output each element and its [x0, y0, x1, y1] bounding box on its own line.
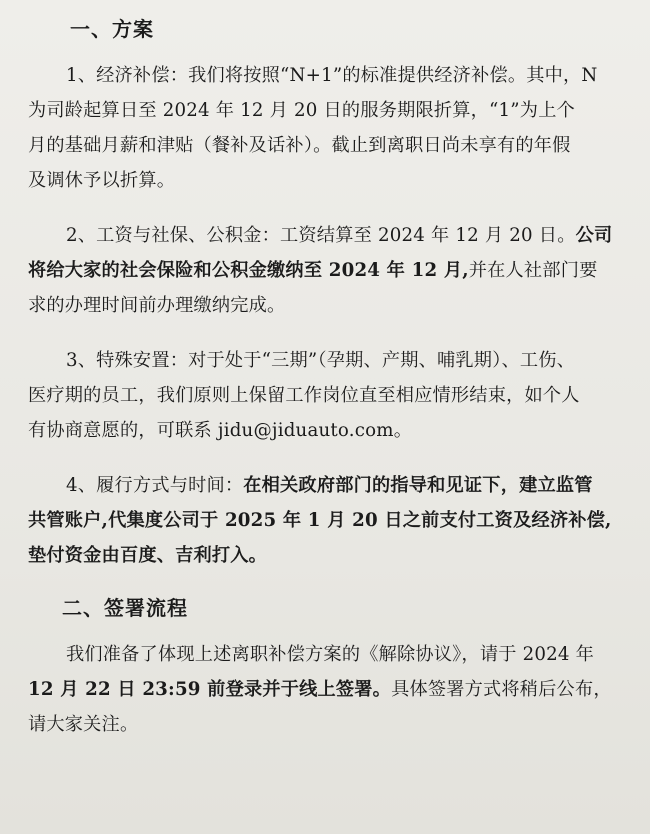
text-line: 有协商意愿的，可联系 jidu@jiduauto.com。	[28, 420, 413, 441]
text-segment-bold: 公司	[575, 225, 613, 246]
text-segment-bold: 将给大家的社会保险和公积金缴纳至 2024 年 12 月,	[28, 260, 469, 281]
text-segment-bold: 在相关政府部门的指导和见证下，建立监管	[243, 475, 593, 496]
text-line: 求的办理时间前办理缴纳完成。	[28, 295, 286, 316]
text-line: 及调休予以折算。	[28, 170, 176, 191]
text-line	[28, 253, 622, 288]
text-line: 我们准备了体现上述离职补偿方案的《解除协议》，请于 2024 年	[66, 644, 595, 665]
text-line: 3、特殊安置：对于处于“三期”（孕期、产期、哺乳期）、工伤、	[66, 350, 576, 371]
text-segment: 4、履行方式与时间：	[66, 475, 244, 496]
text-line: 为司龄起算日至 2024 年 12 月 20 日的服务期限折算，“1”为上个	[28, 100, 575, 121]
section-heading-signing-process: 二、签署流程	[62, 596, 188, 620]
paragraph-signing	[28, 637, 622, 742]
paragraph-special-placement	[28, 343, 622, 448]
text-segment-bold: 12 月 22 日 23:59 前登录并于线上签署。	[28, 679, 392, 700]
text-line: 月的基础月薪和津贴（餐补及话补）。截止到离职日尚未享有的年假	[28, 135, 571, 156]
text-line	[28, 218, 622, 253]
text-segment: 2、工资与社保、公积金：工资结算至 2024 年 12 月 20 日。	[66, 225, 576, 246]
text-segment: 具体签署方式将稍后公布，	[391, 679, 612, 700]
section-heading-plan: 一、方案	[70, 17, 154, 41]
paragraph-performance-method	[28, 468, 622, 573]
text-line: 1、经济补偿：我们将按照“N+1”的标准提供经济补偿。其中，N	[66, 65, 598, 86]
text-line: 共管账户,代集度公司于 2025 年 1 月 20 日之前支付工资及经济补偿,	[28, 510, 612, 531]
text-line	[28, 468, 622, 503]
paragraph-salary-social-insurance	[28, 218, 622, 323]
text-segment: 并在人社部门要	[468, 260, 598, 281]
text-line: 医疗期的员工，我们原则上保留工作岗位直至相应情形结束，如个人	[28, 385, 580, 406]
text-line: 垫付资金由百度、吉利打入。	[28, 545, 268, 566]
text-line	[28, 672, 622, 707]
text-line: 请大家关注。	[28, 714, 139, 735]
paragraph-economic-compensation	[28, 58, 622, 198]
